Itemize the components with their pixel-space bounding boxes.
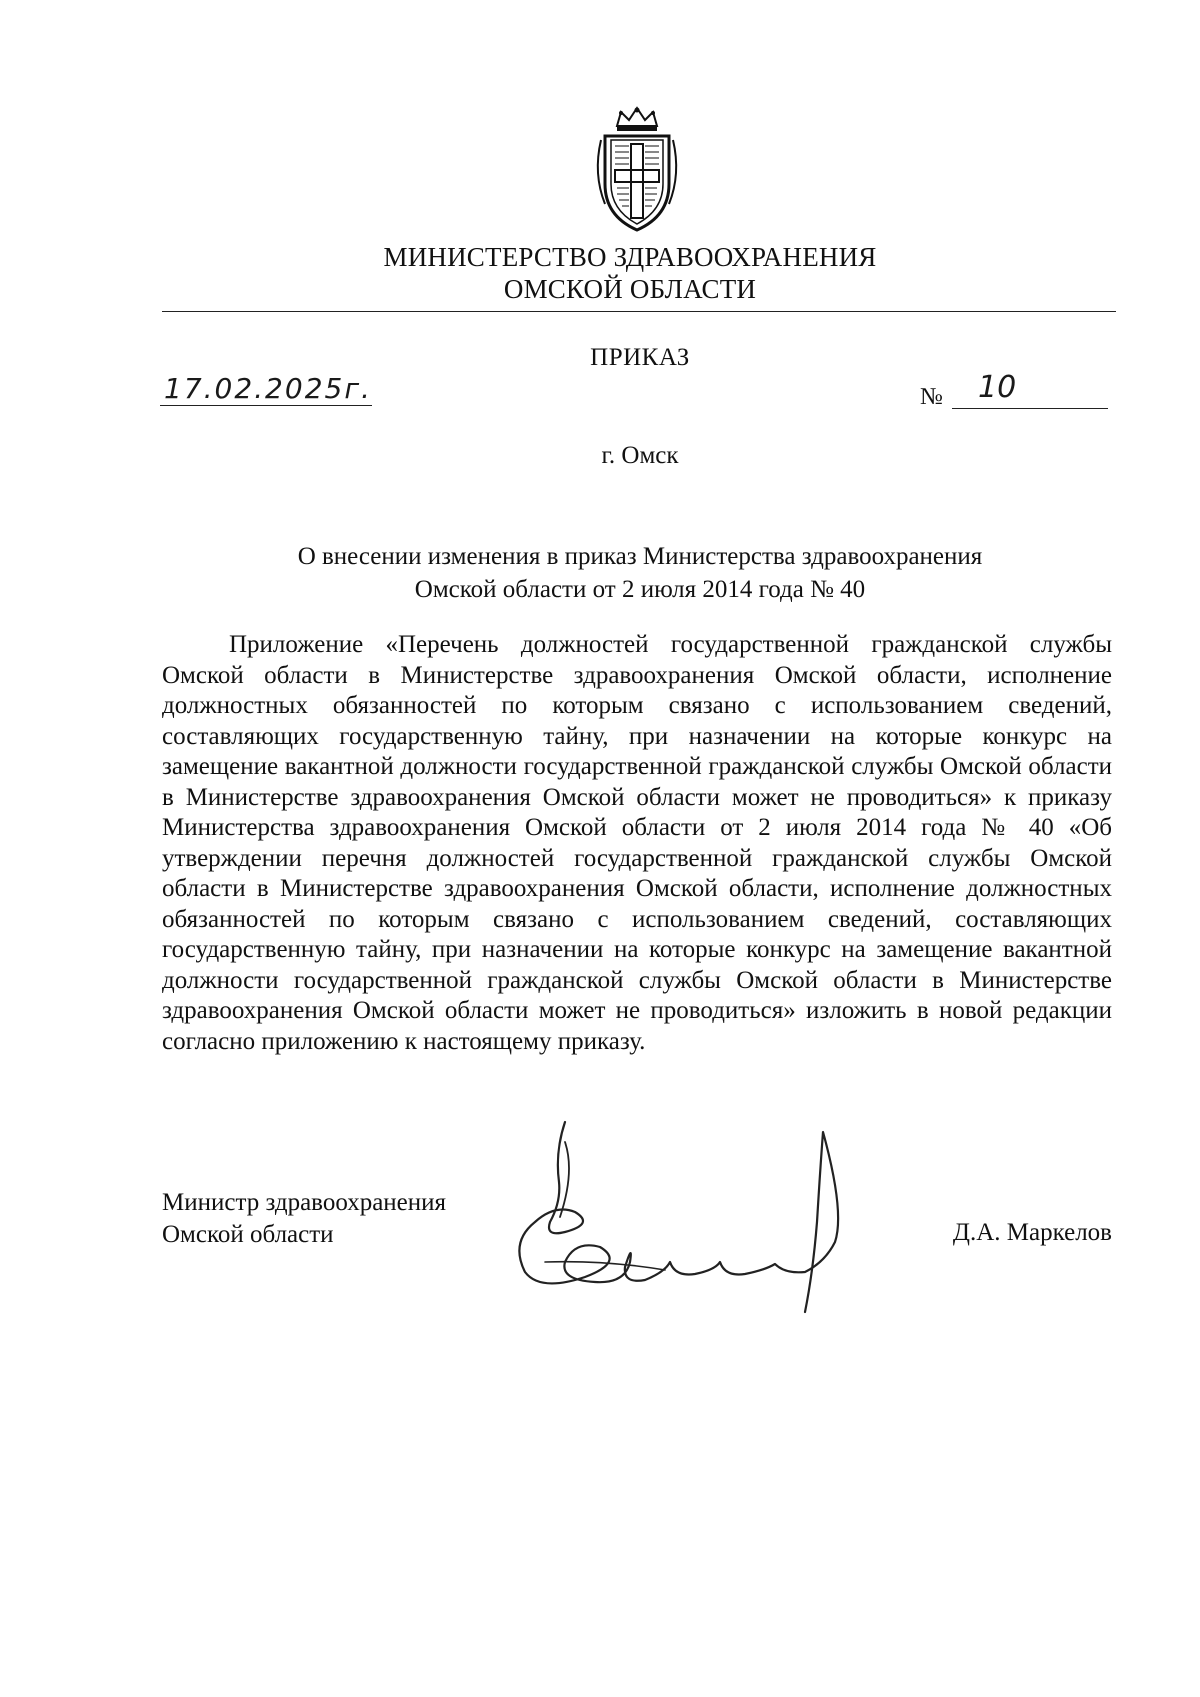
document-type-title: ПРИКАЗ xyxy=(590,344,690,371)
order-date-handwritten: 17.02.2025г. xyxy=(164,372,372,405)
signer-position-line2: Омской области xyxy=(162,1221,334,1248)
subject-line1: О внесении изменения в приказ Министерства здравоохранения xyxy=(297,543,983,570)
subject-line2: Омской области от 2 июля 2014 года № 40 xyxy=(414,576,866,603)
number-underline xyxy=(952,408,1108,409)
order-city: г. Омск xyxy=(601,442,679,469)
ministry-name-line1: МИНИСТЕРСТВО ЗДРАВООХРАНЕНИЯ xyxy=(383,242,877,272)
ministry-name-line2: ОМСКОЙ ОБЛАСТИ xyxy=(503,274,757,304)
order-body-paragraph: Приложение «Перечень должностей государственной гражданской службы Омской области в Министерстве здравоохранения Омской области, исполнение должностных обязанностей по которым связано с использованием сведений, составляющих государственную тайну, при назначении на которые конкурс на замещение вакантной должности государственной гражданской службы Омской области в Министерстве здравоохранения Омской области может не проводиться» к приказу Министерства здравоохранения Омской области от 2 июля 2014 года № 40 «Об утверждении перечня должностей государственной гражданской службы Омской области в Министерстве здравоохранения Омской области, исполнение должностных обязанностей по которым связано с использованием сведений, составляющих государственную тайну, при назначении на которые конкурс на замещение вакантной должности государственной гражданской службы Омской области в Министерстве здравоохранения Омской области может не проводиться» изложить в новой редакции согласно приложению к настоящему приказу. xyxy=(162,631,1112,1055)
signer-position-line1: Министр здравоохранения xyxy=(162,1189,447,1216)
date-underline xyxy=(160,405,372,406)
signer-position xyxy=(162,1187,446,1251)
signer-name: Д.А. Маркелов xyxy=(952,1219,1112,1246)
order-number-label: № xyxy=(920,384,943,410)
order-number-handwritten: 10 xyxy=(978,370,1017,405)
order-subject xyxy=(160,540,1120,606)
letterhead-divider xyxy=(162,311,1116,312)
coat-of-arms-icon xyxy=(587,104,687,234)
handwritten-signature-icon xyxy=(505,1112,905,1332)
